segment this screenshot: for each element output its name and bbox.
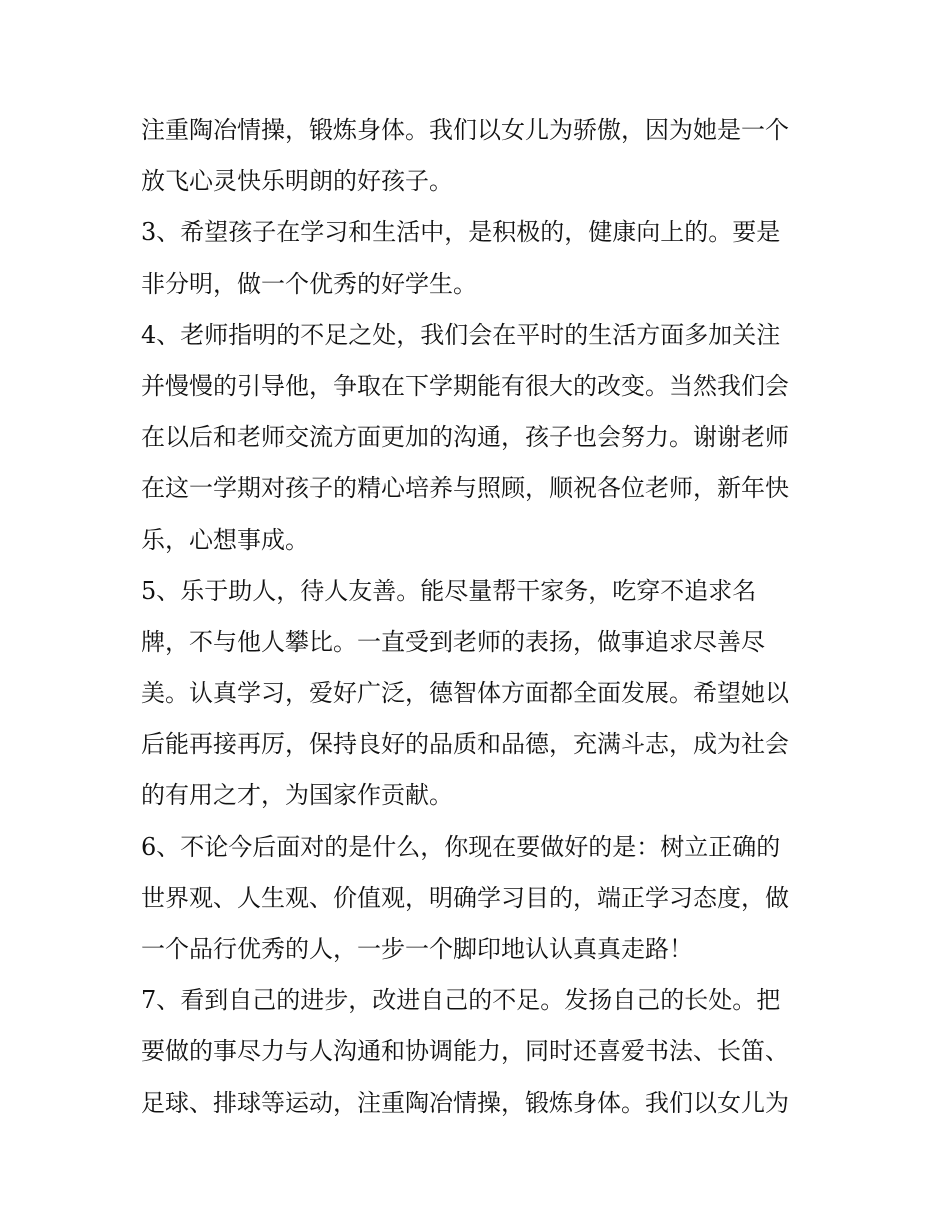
text-line-14: 的有用之才，为国家作贡献。 [141, 781, 453, 810]
text-line-7: 在以后和老师交流方面更加的沟通，孩子也会努力。谢谢老师 [141, 423, 789, 452]
text-line-5: 4、老师指明的不足之处，我们会在平时的生活方面多加关注 [141, 320, 781, 349]
text-line-13: 后能再接再厉，保持良好的品质和品德，充满斗志，成为社会 [141, 730, 789, 759]
text-line-19: 要做的事尽力与人沟通和协调能力，同时还喜爱书法、长笛、 [141, 1037, 789, 1066]
text-line-1: 注重陶冶情操，锻炼身体。我们以女儿为骄傲，因为她是一个 [141, 116, 789, 144]
text-line-17: 一个品行优秀的人，一步一个脚印地认认真真走路！ [141, 935, 693, 963]
text-line-4: 非分明，做一个优秀的好学生。 [141, 269, 477, 298]
text-line-6: 并慢慢的引导他，争取在下学期能有很大的改变。当然我们会 [141, 371, 789, 400]
text-line-3: 3、希望孩子在学习和生活中，是积极的，健康向上的。要是 [141, 218, 781, 247]
text-line-11: 牌，不与他人攀比。一直受到老师的表扬，做事追求尽善尽 [141, 627, 765, 656]
text-line-20: 足球、排球等运动，注重陶冶情操，锻炼身体。我们以女儿为 [141, 1088, 789, 1117]
text-line-18: 7、看到自己的进步，改进自己的不足。发扬自己的长处。把 [141, 986, 781, 1015]
document-body [141, 105, 821, 1129]
text-line-12: 美。认真学习，爱好广泛，德智体方面都全面发展。希望她以 [141, 679, 789, 708]
text-line-9: 乐，心想事成。 [141, 525, 309, 554]
text-line-10: 5、乐于助人，待人友善。能尽量帮干家务，吃穿不追求名 [141, 576, 757, 605]
text-line-16: 世界观、人生观、价值观，明确学习目的，端正学习态度，做 [141, 883, 789, 912]
text-line-15: 6、不论今后面对的是什么，你现在要做好的是：树立正确的 [141, 832, 781, 861]
text-line-8: 在这一学期对孩子的精心培养与照顾，顺祝各位老师，新年快 [141, 474, 789, 503]
text-line-2: 放飞心灵快乐明朗的好孩子。 [141, 167, 453, 196]
